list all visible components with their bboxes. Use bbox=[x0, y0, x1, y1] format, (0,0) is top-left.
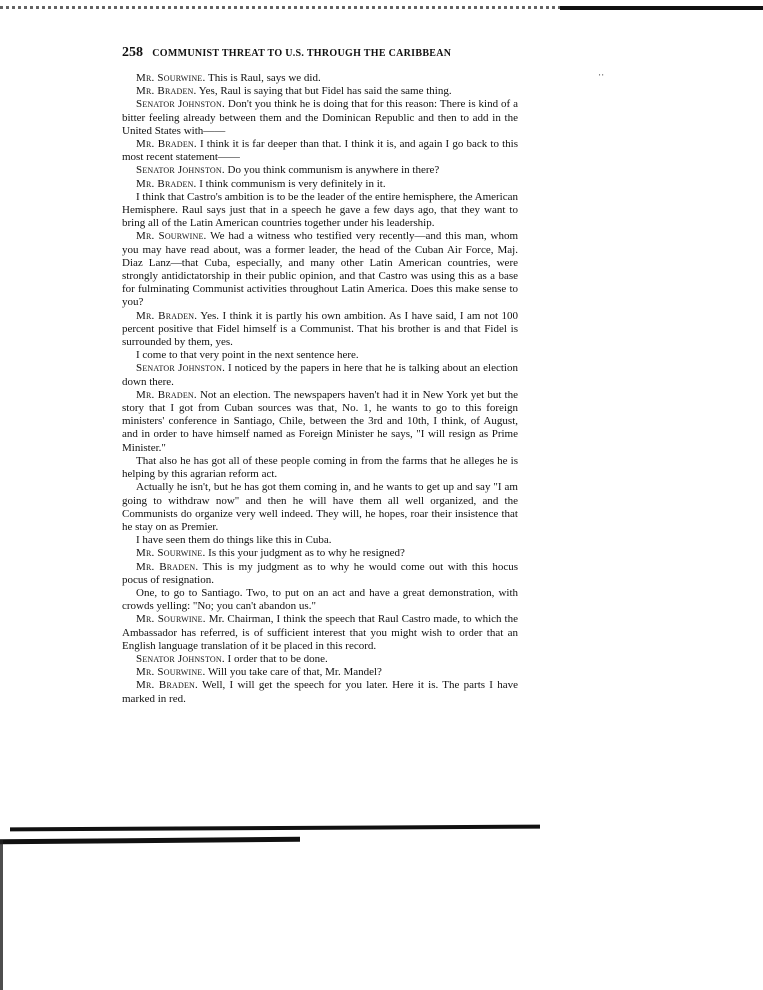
paragraph bbox=[122, 679, 518, 705]
paragraph-text: Mr. Chairman, I think the speech that Raul Castro made, to which the Ambassador has referred, is of sufficient interest that you might wish to order that an English language translation of it be placed in this record. bbox=[122, 613, 518, 652]
speaker: Mr. Braden. bbox=[136, 309, 198, 322]
paragraph-text: I noticed by the papers in here that he is talking about an election down there. bbox=[122, 362, 518, 388]
paragraph-text: Well, I will get the speech for you later. Here it is. The parts I have marked in red. bbox=[122, 679, 518, 705]
speaker: Mr. Sourwine. bbox=[136, 547, 206, 560]
paragraph-text: I think that Castro's ambition is to be the leader of the entire hemisphere, the American Hemisphere. Raul says just that in a speech he gave a few days ago, that they want to bring all of the Latin American countries together under his leadership. bbox=[122, 190, 518, 230]
paragraph bbox=[122, 561, 518, 587]
paragraph-text: This is my judgment as to why he would come out with this hocus pocus of resignation. bbox=[122, 560, 518, 586]
paragraph bbox=[122, 178, 518, 191]
paragraph-text: Not an election. The newspapers haven't had it in New York yet but the story that I got from Cuban sources was that, No. 1, he wants to go to this foreign ministers' conference in Santiago, Chile, between the 3rd and 10th, I think, of August, and in order to have himself named as Foreign Minister he says, "I will resign as Prime Minister." bbox=[122, 388, 518, 454]
paragraph bbox=[122, 310, 518, 350]
paragraph-text: Do you think communism is anywhere in there? bbox=[224, 164, 440, 177]
paragraph-text: I come to that very point in the next sentence here. bbox=[136, 349, 359, 362]
scan-artifact-top-bar bbox=[560, 6, 763, 10]
paragraph bbox=[122, 653, 518, 666]
speaker: Mr. Sourwine. bbox=[136, 230, 207, 243]
page-number: 258 bbox=[122, 45, 143, 60]
speaker: Senator Johnston. bbox=[136, 98, 225, 111]
paragraph-text: Yes, Raul is saying that but Fidel has said the same thing. bbox=[196, 85, 452, 98]
paragraph-text: Is this your judgment as to why he resigned? bbox=[205, 547, 405, 560]
speaker: Mr. Braden. bbox=[136, 679, 198, 692]
speaker: Mr. Braden. bbox=[136, 85, 197, 98]
page-header bbox=[122, 44, 522, 62]
scan-artifact-left-edge bbox=[0, 840, 3, 990]
speaker: Mr. Sourwine. bbox=[136, 613, 206, 626]
speaker: Mr. Braden. bbox=[136, 138, 197, 151]
speaker: Senator Johnston. bbox=[136, 362, 226, 375]
paragraph-text: I have seen them do things like this in Cuba. bbox=[136, 534, 332, 547]
paragraph-text: I order that to be done. bbox=[224, 652, 328, 665]
scan-artifact-bottom-bar bbox=[10, 825, 540, 832]
paragraph-text: This is Raul, says we did. bbox=[205, 72, 321, 84]
paragraph bbox=[122, 191, 518, 231]
paragraph bbox=[122, 666, 518, 679]
paragraph bbox=[122, 389, 518, 455]
paragraph bbox=[122, 587, 518, 613]
paragraph bbox=[122, 613, 518, 653]
paragraph bbox=[122, 138, 518, 164]
speaker: Senator Johnston. bbox=[136, 652, 225, 665]
paragraph-text: Will you take care of that, Mr. Mandel? bbox=[205, 666, 382, 679]
paragraph bbox=[122, 481, 518, 534]
paragraph-text: Yes. I think it is partly his own ambition. As I have said, I am not 100 percent positive that Fidel himself is a Communist. That his brother is and that Fidel is surrounded by them, yes. bbox=[122, 309, 518, 349]
paragraph-text: One, to go to Santiago. Two, to put on an act and have a great demonstration, with crowds yelling: "No; you can't abandon us." bbox=[122, 586, 518, 613]
paragraph bbox=[122, 230, 518, 309]
stray-mark: ⋅⋅ bbox=[598, 70, 605, 80]
speaker: Mr. Braden. bbox=[136, 388, 197, 401]
paragraph bbox=[122, 534, 518, 547]
paragraph bbox=[122, 72, 518, 85]
paragraph bbox=[122, 164, 518, 177]
paragraph-text: Actually he isn't, but he has got them coming in, and he wants to get up and say "I am going to withdraw now" and then he will have them all well organized, and the Communists do organize very well indeed. They will, he hopes, roar their insistence that he stay on as Premier. bbox=[122, 481, 518, 533]
speaker: Mr. Sourwine. bbox=[136, 666, 206, 679]
paragraph-text: I think it is far deeper than that. I think it is, and again I go back to this most recent statement—— bbox=[122, 138, 518, 164]
speaker: Mr. Braden. bbox=[136, 560, 199, 573]
paragraph-text: That also he has got all of these people coming in from the farms that he alleges he is helping by this agrarian reform act. bbox=[122, 454, 518, 481]
body-text bbox=[122, 72, 518, 706]
scan-artifact-bottom-bar-2 bbox=[0, 837, 300, 845]
paragraph bbox=[122, 85, 518, 98]
running-title: COMMUNIST THREAT TO U.S. THROUGH THE CARIBBEAN bbox=[152, 48, 452, 59]
paragraph bbox=[122, 349, 518, 362]
paragraph-text: I think communism is very definitely in it. bbox=[196, 177, 386, 190]
paragraph bbox=[122, 362, 518, 388]
speaker: Senator Johnston. bbox=[136, 164, 225, 177]
paragraph bbox=[122, 98, 518, 138]
paragraph bbox=[122, 455, 518, 481]
paragraph bbox=[122, 547, 518, 560]
speaker: Mr. Sourwine. bbox=[136, 72, 206, 84]
paragraph-text: We had a witness who testified very recently—and this man, whom you may have read about, was a former leader, the head of the Cuban Air Force, Maj. Diaz Lanz—that Cuba, especially, and many other Latin American countries, were strongly antidictatorship in their public opinion, and that Castro was using this as a base for fulminating Communist activities throughout Latin America. Does this make sense to you? bbox=[122, 230, 518, 309]
speaker: Mr. Braden. bbox=[136, 177, 197, 190]
paragraph-text: Don't you think he is doing that for this reason: There is kind of a bitter feeling already between them and the Dominican Republic and then to add in the United States with—— bbox=[122, 98, 518, 137]
